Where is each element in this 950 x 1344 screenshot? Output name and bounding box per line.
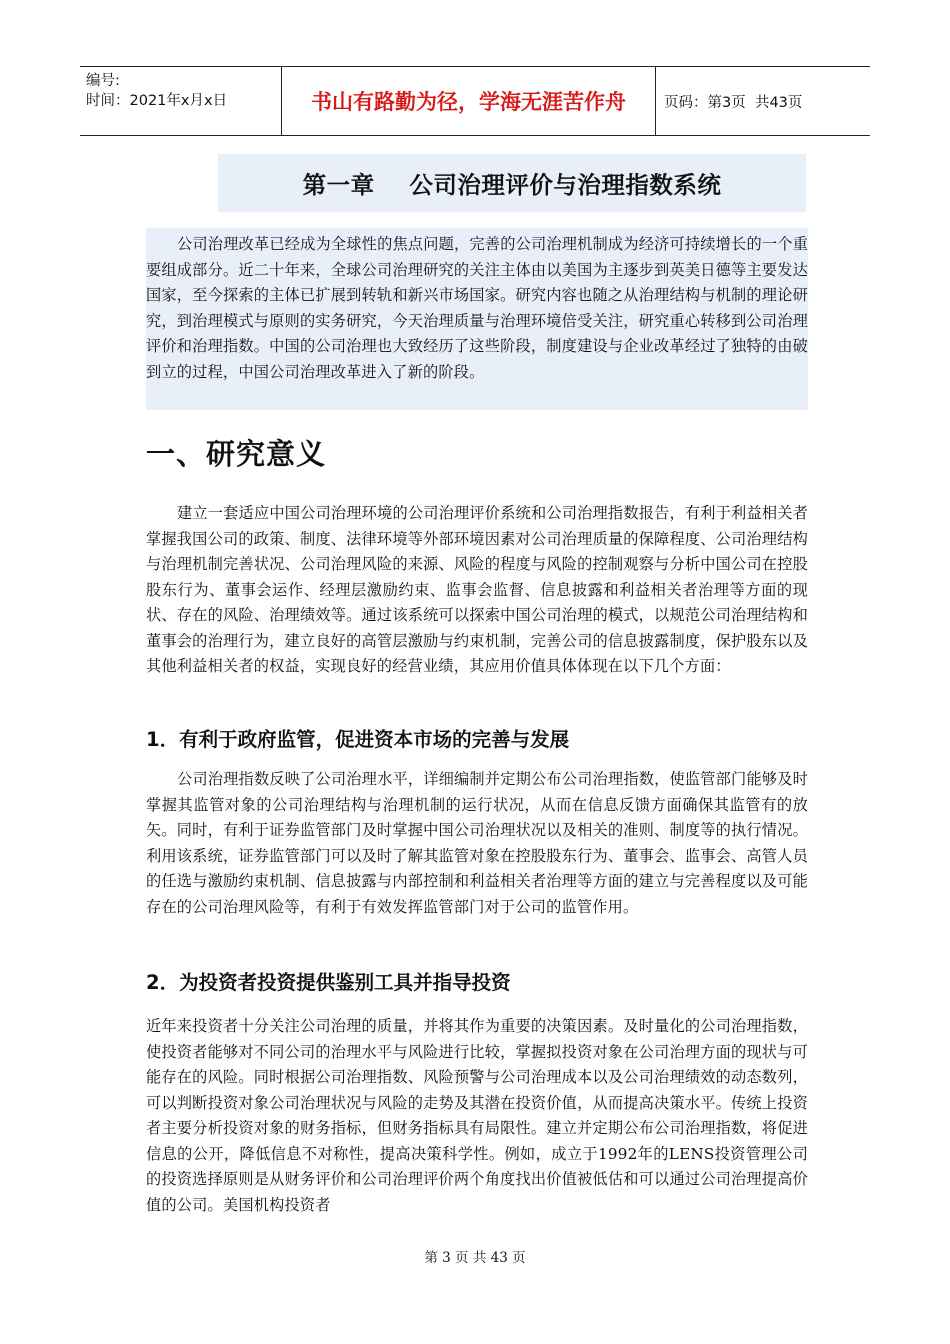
chapter-title	[218, 154, 806, 212]
header-date-label: 时间：2021年x月x日	[86, 93, 228, 109]
header-page-info-text: 页码：第3页 共43页	[664, 94, 803, 111]
subsection-heading-1: 1．有利于政府监管，促进资本市场的完善与发展	[146, 728, 570, 751]
header-motto: 书山有路勤为径，学海无涯苦作舟	[282, 67, 656, 135]
page-footer	[0, 1246, 950, 1266]
subsection-paragraph-2: 近年来投资者十分关注公司治理的质量，并将其作为重要的决策因素。及时量化的公司治理指数，使投资者能够对不同公司的治理水平与风险进行比较，掌握拟投资对象在公司治理方面的现状与可能存在的风险。同时根据公司治理指数、风险预警与公司治理成本以及公司治理绩效的动态数列，可以判断投资对象公司治理状况与风险的走势及其潜在投资价值，从而提高决策水平。传统上投资者主要分析投资对象的财务指标，但财务指标具有局限性。建立并定期公布公司治理指数，将促进信息的公开，降低信息不对称性，提高决策科学性。例如，成立于1992年的LENS投资管理公司的投资选择原则是从财务评价和公司治理评价两个角度找出价值被低估和可以通过公司治理提高价值的公司。美国机构投资者	[146, 1017, 808, 1214]
header-page-info	[656, 67, 870, 135]
header-meta	[80, 67, 282, 135]
subsection-heading-2: 2．为投资者投资提供鉴别工具并指导投资	[146, 971, 511, 994]
section-heading-research-significance: 一、研究意义	[146, 437, 327, 471]
chapter-title-text: 第一章 公司治理评价与治理指数系统	[302, 171, 722, 199]
header-number-label: 编号:	[86, 73, 120, 89]
intro-paragraph: 公司治理改革已经成为全球性的焦点问题，完善的公司治理机制成为经济可持续增长的一个重要组成部分。近二十年来，全球公司治理研究的关注主体由以美国为主逐步到英美日德等主要发达国家，至今探索的主体已扩展到转轨和新兴市场国家。研究内容也随之从治理结构与机制的理论研究，到治理模式与原则的实务研究，今天治理质量与治理环境倍受关注，研究重心转移到公司治理评价和治理指数。中国的公司治理也大致经历了这些阶段，制度建设与企业改革经过了独特的由破到立的过程，中国公司治理改革进入了新的阶段。	[146, 235, 808, 381]
subsection-paragraph-1: 公司治理指数反映了公司治理水平，详细编制并定期公布公司治理指数，使监管部门能够及时掌握其监管对象的公司治理结构与治理机制的运行状况，从而在信息反馈方面确保其监管有的放矢。同时，有利于证券监管部门及时掌握中国公司治理状况以及相关的准则、制度等的执行情况。利用该系统，证券监管部门可以及时了解其监管对象在控股股东行为、董事会、监事会、高管人员的任选与激励约束机制、信息披露与内部控制和利益相关者治理等方面的建立与完善程度以及可能存在的公司治理风险等，有利于有效发挥监管部门对于公司的监管作用。	[146, 770, 808, 916]
footer-page-number: 第 3 页 共 43 页	[424, 1250, 526, 1266]
section-paragraph: 建立一套适应中国公司治理环境的公司治理评价系统和公司治理指数报告，有利于利益相关者掌握我国公司的政策、制度、法律环境等外部环境因素对公司治理质量的保障程度、公司治理结构与治理机制完善状况、公司治理风险的来源、风险的程度与风险的控制观察与分析中国公司在控股股东行为、董事会运作、经理层激励约束、监事会监督、信息披露和利益相关者治理等方面的现状、存在的风险、治理绩效等。通过该系统可以探索中国公司治理的模式，以规范公司治理结构和董事会的治理行为，建立良好的高管层激励与约束机制，完善公司的信息披露制度，保护股东以及其他利益相关者的权益，实现良好的经营业绩，其应用价值具体体现在以下几个方面：	[146, 504, 808, 675]
page-header	[80, 66, 870, 136]
